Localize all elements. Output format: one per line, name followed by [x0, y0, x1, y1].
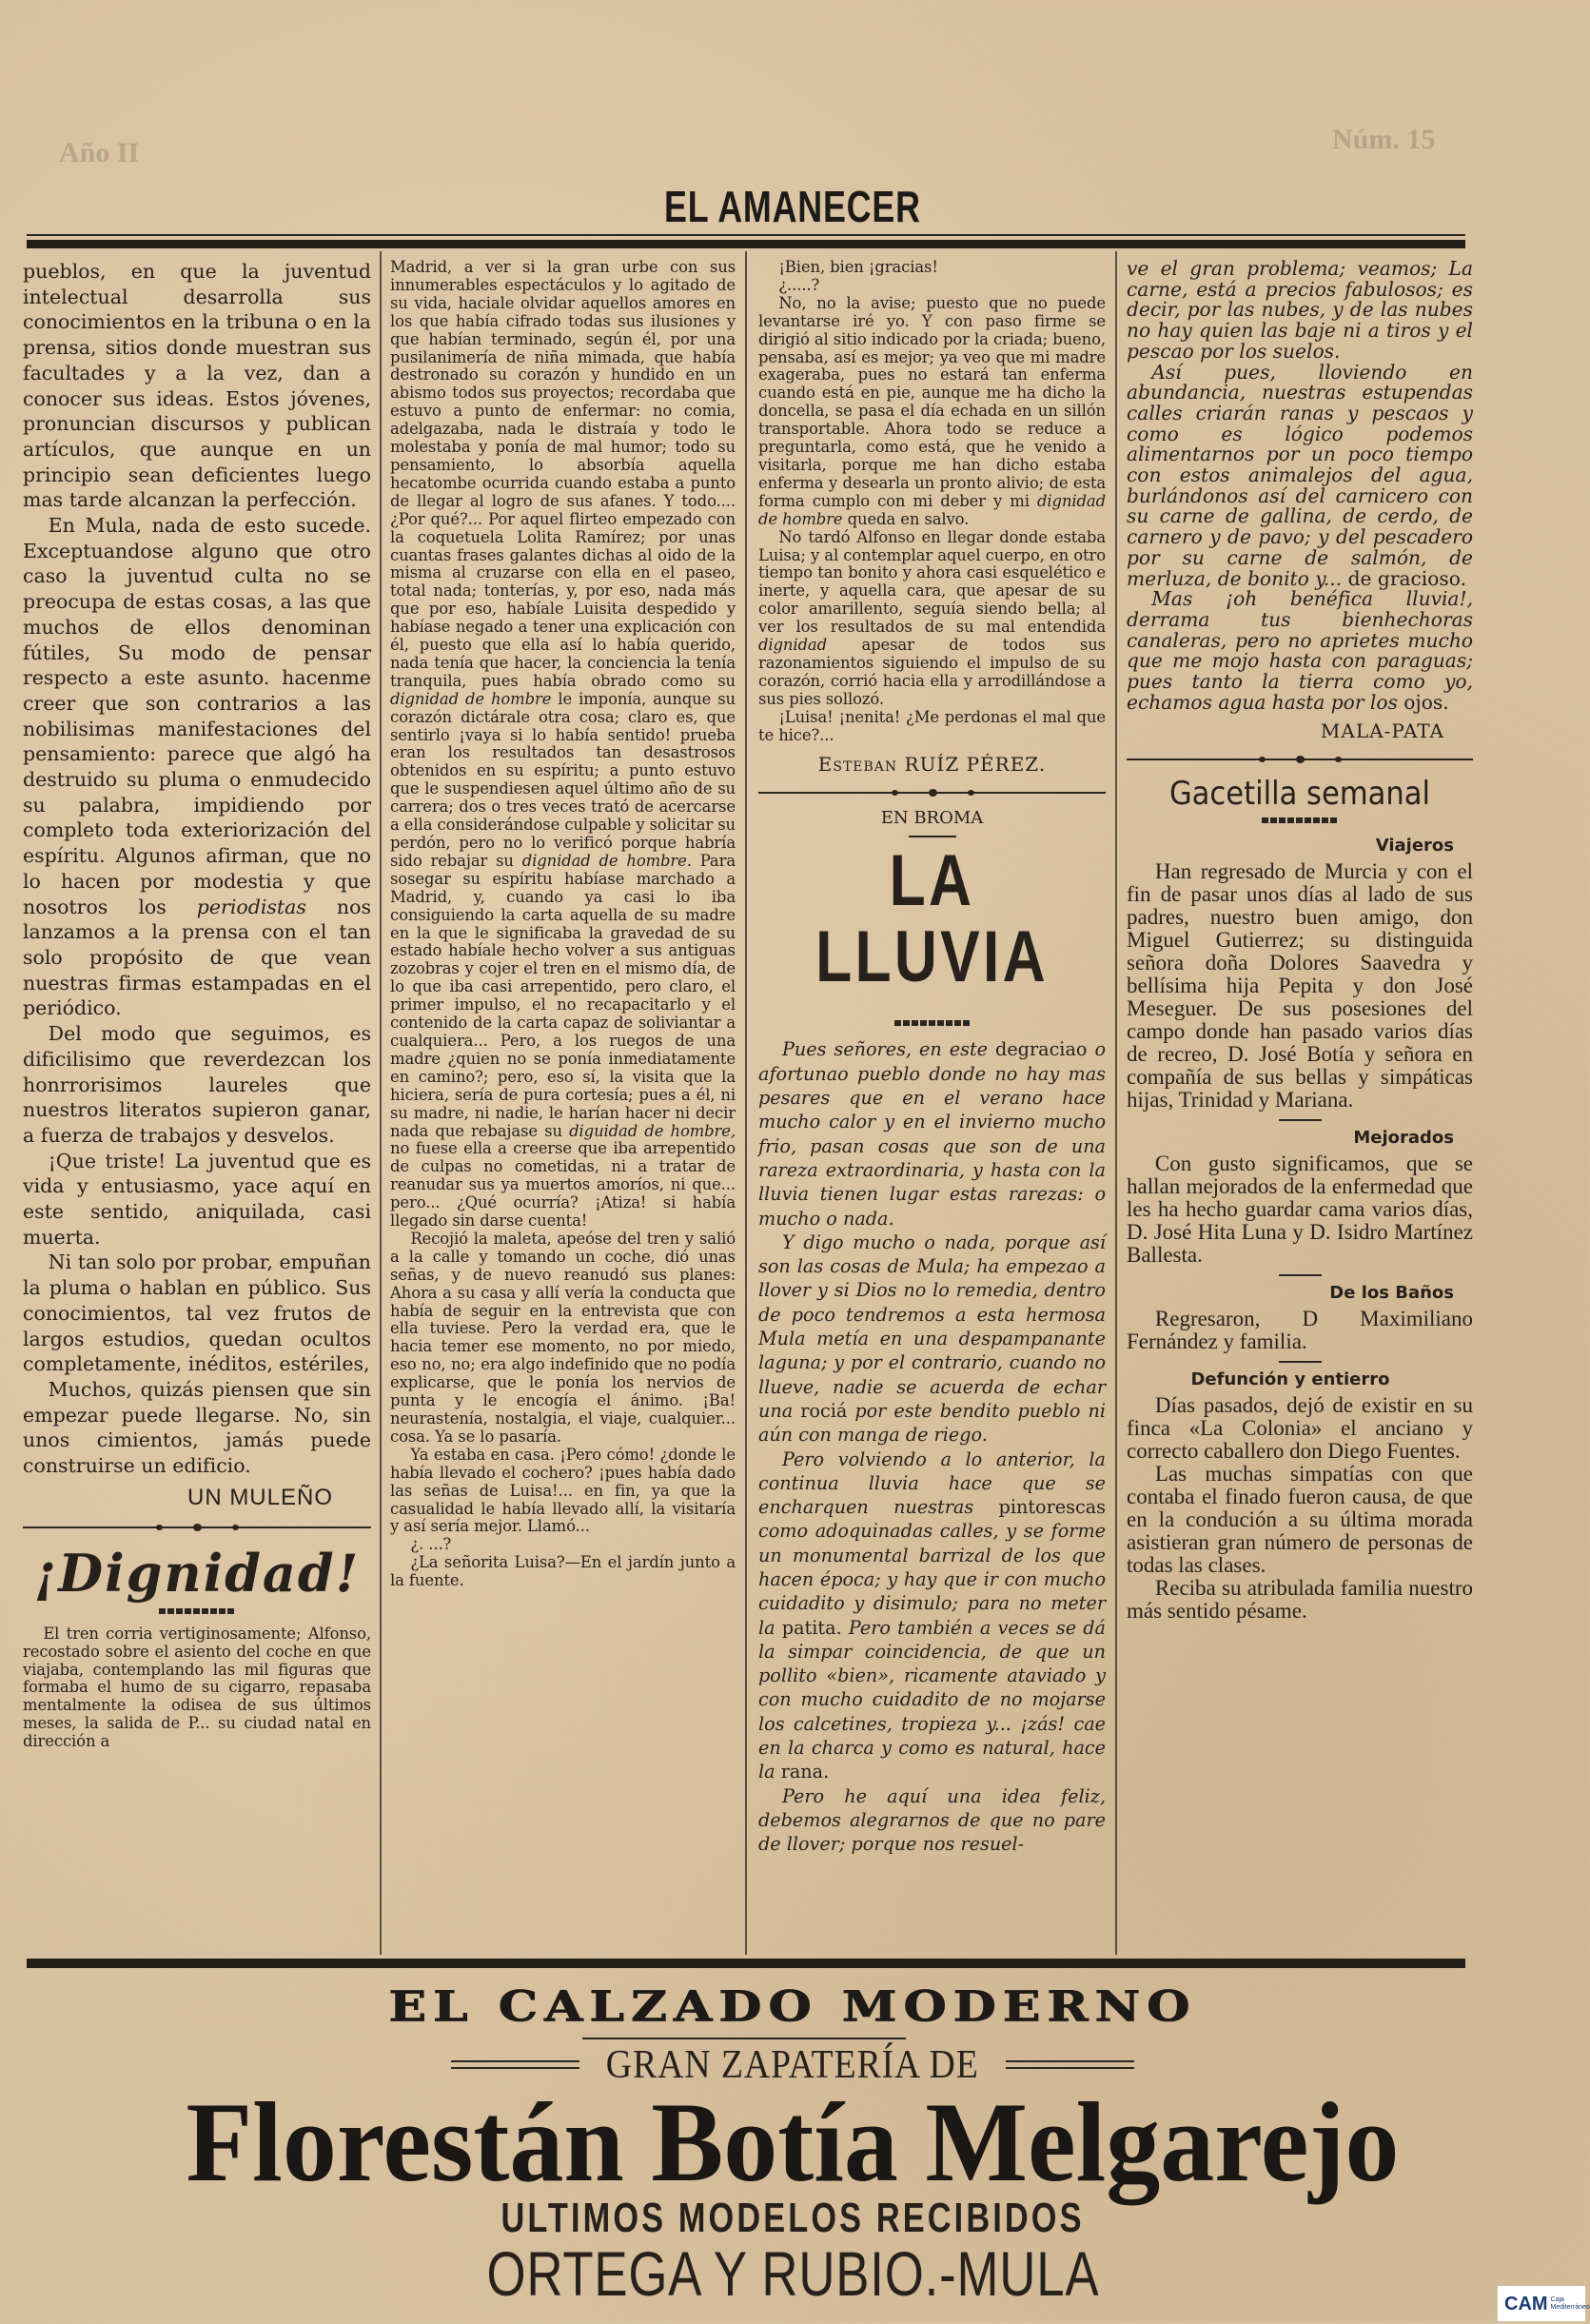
- text-run: ¡Luisa! ¡nenita! ¿Me perdonas el mal que te hice?...: [758, 707, 1106, 744]
- paragraph: [758, 1037, 1106, 1230]
- cam-logo: [1498, 2286, 1590, 2321]
- paragraph: [758, 529, 1106, 709]
- ornamental-rule: [758, 786, 1106, 799]
- paragraph: [390, 1447, 736, 1537]
- text-run: Con gusto significamos, que se hallan mejorados de la enfermedad que les ha hecho guardar cama varios días, D. José Hita Luna y D. Isidro Martínez Ballesta.: [1127, 1152, 1473, 1268]
- text-run: Madrid, a ver si la gran urbe con sus innumerables espectáculos y lo agitado de su vida, haciale olvidar aquellos amores en los que había cifrado todas sus ilusiones y que habían terminado, según él, por una pusilanimería de niña mimada, que había destronado su corazón y hundido en un abismo todos sus proyectos; recordaba que estuvo a punto de enfermar: no comia, adelgazaba, nada le distraía y todo le molestaba y ponía de mal humor; todo su pensamiento, lo absorbía aquella hecatombe ocurrida cuando estaba a punto de llegar al logro de sus afanes. Y todo.... ¿Por qué?... Por aquel flirteo empezado con la coquetuela Lolita Ramírez; por unas cuantas frases galantes dichas al oido de la misma al cruzarse con ella en el paseo, total nada; tonterías, y, por eso, nada más que por eso, habíale Luisita despedido y habíase negado a tener una explicación con él, puesto que ella así lo había querido, nada tenía que hacer, la conciencia la tenía tranquila, pues había obrado como su: [390, 258, 736, 690]
- section-heading-mejorados: Mejorados: [1353, 1128, 1454, 1149]
- section-body-defuncion: [1127, 1394, 1473, 1623]
- roman-run: ojos.: [1404, 690, 1449, 714]
- paragraph: [23, 513, 371, 1021]
- paragraph: [390, 1554, 736, 1590]
- text-run: pueblos, en que la juventud intelectual desarrolla sus conocimientos en la tribuna o en la prensa, sitios donde muestran sus facultades y a la vez, dan a conocer sus ideas. Estos jóvenes, pronuncian discursos y publican artículos, que aunque en un principio sean deficientes luego mas tarde alcanzan la perfección.: [23, 260, 371, 512]
- lluvia-body: [758, 1037, 1106, 1856]
- paragraph: [23, 259, 371, 513]
- section-body-viajeros: [1127, 860, 1473, 1112]
- advert-short-rule: [582, 2038, 906, 2039]
- section-heading-viajeros: Viajeros: [1375, 836, 1454, 857]
- column-3: [758, 259, 1106, 1857]
- text-run: Ya estaba en casa. ¡Pero cómo! ¿donde le había llevado el cochero? ¡pues había dado las señas de Luisa!... en fin, ya que la casualidad le había llevado allí, la visitaría y así sería mejor. Llamó...: [390, 1445, 736, 1536]
- text-run: no fuese ella a creerse que iba arrepentido de culpas no cometidas, ni a tratar de reanudar sus ya muertos amoríos, ni que... pero... ¿Qué ocurría? ¡Atiza! si había llegado sin darse cuenta!: [390, 1139, 736, 1231]
- ghost-number-text: Núm. 15: [1332, 124, 1436, 155]
- masthead: [0, 183, 1585, 241]
- text-run: Pero he aquí una idea feliz, debemos alegrarnos de que no pare de llover; porque nos resuel-: [758, 1784, 1106, 1856]
- paragraph: [758, 1784, 1106, 1857]
- column-divider: [380, 251, 382, 1955]
- text-run: Pues señores, en este: [781, 1038, 996, 1061]
- text-run: apesar de todos sus razonamientos siguiendo el impulso de su corazón, corrió hacia ella y arrodillándose a sus pies sollozó.: [758, 636, 1106, 708]
- column-1: [23, 259, 371, 1751]
- advert-tagline: [0, 2196, 1585, 2240]
- paragraph: [1127, 589, 1473, 713]
- advert-shop-name-text: EL CALZADO MODERNO: [388, 1981, 1197, 2032]
- text-run: Muchos, quizás piensen que sin empezar puede llegarse. No, sin unos cimientos, jamás puede construirse un edificio.: [23, 1377, 371, 1478]
- text-run: Han regresado de Murcia y con el fin de pasar unos días al lado de sus padres, nuestro buen amigo, don Miguel Gutierrez; su distinguida señora doña Dolores Saavedra y bellísima hija Pepita y don José Meseguer. De sus posesiones del campo donde han pasado varios días de recreo, D. José Botía y señora en compañía de sus bellas y simpáticas hijas, Trinidad y Mariana.: [1127, 859, 1473, 1113]
- italic-run: dignidad de hombre: [758, 491, 1106, 528]
- masthead-title: EL AMANECER: [664, 182, 921, 231]
- article-signature: UN MULEÑO: [186, 1484, 333, 1510]
- text-run: Del modo que seguimos, es dificilisimo que reverdezcan los honrrorisimos laureles que nuestros literatos supieron ganar, a fuerza de trabajos y desvelos.: [23, 1022, 371, 1147]
- ornamental-rule: [23, 1521, 371, 1534]
- story-body-start: [23, 1625, 371, 1751]
- dotted-ornament: [1262, 817, 1338, 823]
- section-heading-banos: De los Baños: [1329, 1283, 1454, 1304]
- text-run: por este bendito pueblo ni aún con manga de riego.: [758, 1399, 1106, 1447]
- text-run: ¡Que triste! La juventud que es vida y entusiasmo, yace aquí en este sentido, aniquilada, casi muerta.: [23, 1149, 371, 1249]
- italic-run: dignidad de hombre.: [521, 851, 692, 870]
- paragraph: [1127, 1463, 1473, 1577]
- advert-shop-name: [0, 1978, 1585, 2037]
- lluvia-body-continued: [1127, 259, 1473, 713]
- text-run: No tardó Alfonso en llegar donde estaba Luisa; y al contemplar aquel cuerpo, en otro tiempo tan bonito y ahora casi esquelético e inerte, y aquella cara, que apesar de su color amarillento, seguía siendo bella; al ver los resultados de su mal entendida: [758, 527, 1106, 637]
- advert-address: [0, 2240, 1585, 2307]
- text-run: El tren corria vertiginosamente; Alfonso, recostado sobre el asiento del coche en que viajaba, contemplando las mil figuras que formaba el humo de su cigarro, repasaba mentalmente la odisea de sus últimos meses, la salida de P... su ciudad natal en dirección a: [23, 1624, 371, 1751]
- dotted-ornament: [159, 1608, 235, 1614]
- text-run: ¿La señorita Luisa?—En el jardín junto a la fuente.: [390, 1553, 736, 1590]
- paragraph: [390, 259, 736, 1231]
- column-4: [1127, 259, 1473, 1623]
- text-run: ¿.....?: [778, 275, 820, 294]
- text-run: Para sosegar su espíritu habíase marchado a Madrid, y, cuando ya casi lo iba consiguiendo la carta aquella de su madre en la que le significaba la gravedad de su estado habíale hecho volver a sus antiguas zozobras y cojer el tren en el mismo día, de lo que iba casi arrepentido, pero claro, el primer impulso, el no recapacitarlo y el contenido de la carta capaz de soliviantar a cualquiera... Pero, a los ruegos de una madre ¿quien no se ponía inmediatamente en camino?; pero, eso sí, la visita que la hiciera, sería de pura cortesía; pues a él, ni su madre, ni nadie, le harían hacer ni decir nada que rebajase su: [390, 851, 736, 1140]
- paragraph: [1127, 860, 1473, 1112]
- text-run: No, no la avise; puesto que no puede levantarse iré yo. Y con paso firme se dirigió al sitio indicado por la criada; bueno, pensaba, así es mejor; ya veo que mi madre exageraba, pues no estará tan enferma cuando está en pie, aunque me ha dicho la doncella, se pasa el día echada en un sillón transportable. Ahora todo se reduce a preguntarla, como está, que he venido a visitarla, porque me han dicho estaba enferma y desearla un pronto alivio; de esta forma cumplo con mi deber y mi: [758, 293, 1106, 510]
- advert-owner-name: [0, 2078, 1585, 2205]
- column-divider: [1115, 251, 1117, 1955]
- paragraph: [390, 1536, 736, 1554]
- column-divider: [745, 251, 747, 1955]
- text-run: Recojió la maleta, apeóse del tren y salió a la calle y tomando un coche, dió unas señas, y de nuevo reanudó sus planes: Ahora a su casa y allí vería la conducta que había de seguir en la entrevista que con ella tuviese. Pero la verdad era, que le hacia temer ese momento, no por miedo, eso no, no; era algo indefinido que no podía explicarse, que le ponía los nervios de punta y le encogía el ánimo. ¡Ba! neurastenía, nostalgia, el viaje, cualquier... cosa. Ya se lo pasaría.: [390, 1229, 736, 1446]
- text-run: Y digo mucho o nada, porque así son las cosas de Mula; ha empezao a llover y si Dios no lo remedia, dentro de poco tendremos a esta hermosa Mula metía en una despampanante laguna; y por el contrario, cuando no llueve, nadie se acuerda de echar una: [758, 1231, 1106, 1422]
- paragraph: [390, 1231, 736, 1447]
- text-run: le imponía, aunque su corazón dictárale otra cosa; claro es, que sentirlo ¡vaya si lo había sentido! prueba eran los resultados tan desastrosos obtenidos en su espíritu; a punto estuvo que le suspendiesen aquel último año de su carrera; dos o tres veces trató de acercarse a ella considerándose culpable y solicitar su perdón, pero no lo verificó porque habría sido rebajar su: [390, 689, 736, 870]
- text-run: Regresaron, D Maximiliano Fernández y familia.: [1127, 1307, 1473, 1354]
- text-run: nos lanzamos a la prensa con el tan solo propósito de que vean nuestras firmas estampadas en el periódico.: [23, 895, 371, 1020]
- article-juventud-body: [23, 259, 371, 1479]
- text-run: Días pasados, dejó de existir en su finca «La Colonia» el anciano y correcto caballero don Diego Fuentes.: [1127, 1393, 1473, 1464]
- advert-tagline-text: ULTIMOS MODELOS RECIBIDOS: [501, 2195, 1085, 2241]
- text-run: ¿. ...?: [410, 1535, 452, 1554]
- paragraph: [1127, 1308, 1473, 1353]
- text-run: En Mula, nada de esto sucede. Exceptuandose alguno que otro caso la juventud culta no se preocupa de estas cosas, a las que muchos de ellos denominan fútiles, Su modo de pensar respecto a este asunto. hacenme creer que son contrarios a las nobilisimas manifestaciones del pensamiento: parece que algó ha destruido su pluma o enmudecido su palabra, impidiendo por completo toda exteriorización del espíritu. Algunos afirman, que no lo hacen por modestia y que nosotros los: [23, 514, 371, 918]
- text-run: queda en salvo.: [842, 509, 970, 528]
- text-run: ve el gran problema; veamos; La carne, está a precios fabulosos; es decir, por las nubes, y de las nubes no hay quien las baje ni a tiros y el pescao por los suelos.: [1127, 257, 1473, 363]
- text-run: Pero volviendo a lo anterior, la continua lluvia hace que se encharquen nuestras: [758, 1448, 1106, 1519]
- italic-run: diguidad de hombre,: [569, 1121, 736, 1140]
- italic-run: dignidad: [758, 636, 827, 655]
- masthead-rule-thick: [27, 240, 1465, 248]
- roman-run: rociá: [800, 1399, 848, 1422]
- paragraph: [23, 1250, 371, 1377]
- paragraph: [758, 709, 1106, 745]
- paragraph: [1127, 1577, 1473, 1623]
- section-dash: [1279, 1274, 1322, 1276]
- article-title-text: LA LLUVIA: [815, 840, 1049, 998]
- lluvia-signature: MALA-PATA: [1320, 719, 1444, 743]
- paragraph: [758, 277, 1106, 295]
- paragraph: [758, 259, 1106, 277]
- paragraph: [1127, 1152, 1473, 1267]
- italic-run: periodistas: [196, 895, 306, 918]
- ghost-year-text: Año II: [59, 137, 140, 168]
- text-run: Mas ¡oh benéfica lluvia!, derrama tus bienhechoras canaleras, pero no aprietes mucho que me mojo hasta con paraguas; pues tanto la tierra como yo, echamos agua hasta por los: [1127, 587, 1473, 714]
- story-body-end: [758, 259, 1106, 744]
- article-title: [758, 840, 1106, 1014]
- advert-top-rule: [27, 1959, 1465, 1968]
- masthead-rule-thin: [27, 234, 1465, 236]
- section-dash: [1279, 1361, 1322, 1363]
- text-run: Así pues, lloviendo en abundancia, nuestras estupendas calles criarán ranas y pescaos y como es lógico podemos alimentarnos por un poco tiempo con estos animalejos del agua, burlándonos así del carnicero con su carne de gallina, de cerdo, de carnero y de pavo; y del pescadero por su carne de salmón, de merluza, de bonito y...: [1127, 360, 1473, 590]
- story-signature: Esteban RUÍZ PÉREZ.: [817, 753, 1047, 777]
- paragraph: [758, 295, 1106, 529]
- short-rule: [909, 836, 956, 837]
- text-run: como adoquinadas calles, y se forme un monumental barrizal de los que hacen época; y hay que ir con mucho cuidadito y disimulo; para no meter la: [758, 1520, 1106, 1639]
- text-run: Ni tan solo por probar, empuñan la pluma o hablan en público. Sus conocimientos, tal vez frutos de largos estudios, quedan ocultos completamente, inéditos, estériles,: [23, 1251, 371, 1376]
- roman-run: degraciao: [995, 1038, 1088, 1061]
- italic-run: dignidad de hombre: [390, 689, 552, 708]
- advert-owner-name-text: Florestán Botía Melgarejo: [186, 2078, 1400, 2205]
- paragraph: [23, 1149, 371, 1251]
- decorative-line: [1006, 2060, 1134, 2069]
- roman-run: pintorescas: [998, 1496, 1106, 1519]
- section-dash: [1279, 1119, 1322, 1121]
- text-run: Pero también a veces se dá la simpar coincidencia, de que un pollito «bien», ricamente ataviado y con mucho cuidadito de no mojarse los calcetines, tropieza y... ¡zás! cae en la charca y como es natural, hace la: [758, 1616, 1106, 1783]
- text-run: o afortunao pueblo donde no hay mas pesares que en el verano hace mucho calor y en el invierno mucho frio, pasan cosas que son de una rareza extraordinaria, y hasta con la lluvia tienen lugar estas rarezas: o mucho o nada.: [758, 1038, 1106, 1230]
- paragraph: [1127, 259, 1473, 363]
- section-body-mejorados: [1127, 1152, 1473, 1267]
- section-heading-defuncion: Defunción y entierro: [1190, 1369, 1390, 1390]
- roman-run: patita.: [781, 1616, 842, 1639]
- dotted-ornament: [894, 1020, 971, 1026]
- advert-subtitle-text: GRAN ZAPATERÍA DE: [606, 2042, 979, 2087]
- paragraph: [758, 1448, 1106, 1784]
- paragraph: [23, 1021, 371, 1149]
- roman-run: rana.: [780, 1761, 830, 1783]
- story-title: ¡Dignidad!: [33, 1542, 361, 1604]
- paragraph: [1127, 1394, 1473, 1463]
- section-kicker: EN BROMA: [880, 808, 984, 829]
- decorative-line: [451, 2060, 579, 2069]
- paragraph: [23, 1377, 371, 1479]
- paragraph: [758, 1231, 1106, 1448]
- text-run: Reciba su atribulada familia nuestro más sentido pésame.: [1127, 1576, 1473, 1624]
- column-2: [390, 259, 736, 1590]
- paragraph: [1127, 360, 1473, 590]
- advert-address-text: ORTEGA Y RUBIO.-MULA: [486, 2238, 1099, 2309]
- story-body-continued: [390, 259, 736, 1590]
- text-run: ¡Bien, bien ¡gracias!: [778, 258, 938, 276]
- paragraph: [23, 1625, 371, 1751]
- ornamental-rule: [1127, 753, 1473, 766]
- roman-run: de gracioso.: [1347, 566, 1466, 590]
- gacetilla-title: Gacetilla semanal: [1168, 775, 1431, 814]
- logo-subtext: Caja Mediterráneo: [1550, 2295, 1590, 2311]
- section-body-banos: [1127, 1308, 1473, 1353]
- logo-text: CAM: [1504, 2293, 1548, 2314]
- text-run: Las muchas simpatías con que contaba el finado fueron causa, de que en la condución a su última morada asistieran gran número de personas de todas las clases.: [1127, 1462, 1473, 1578]
